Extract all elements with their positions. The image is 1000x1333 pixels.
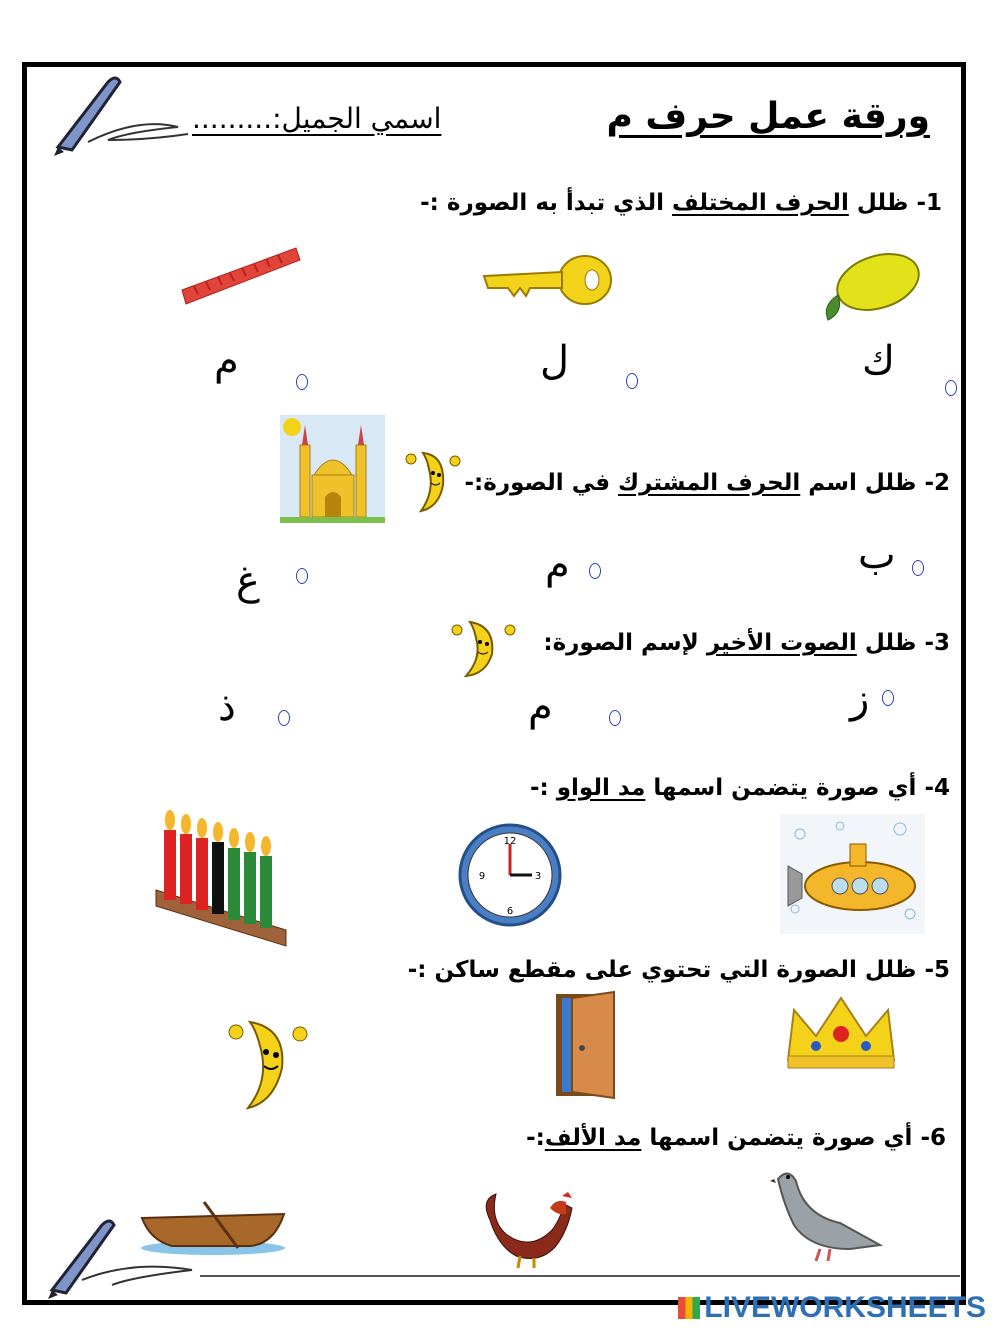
- submarine-image: [780, 814, 925, 934]
- pigeon-image: [770, 1165, 890, 1265]
- option-letter-2c: غ: [236, 558, 260, 604]
- question-1: 1- ظلل الحرف المختلف الذي تبدأ به الصورة :-: [420, 190, 942, 216]
- radio-option-1b[interactable]: [626, 373, 638, 389]
- radio-option-3a[interactable]: [882, 690, 894, 706]
- option-letter-2b: م: [545, 542, 570, 588]
- rooster-image: [480, 1190, 580, 1270]
- option-letter-3a: ز: [850, 676, 870, 722]
- banana-image: [405, 445, 463, 517]
- svg-text:3: 3: [534, 871, 542, 882]
- liveworksheets-watermark: LIVEWORKSHEETS: [678, 1291, 986, 1325]
- banana-image-3: [226, 1010, 310, 1116]
- radio-option-2b[interactable]: [589, 563, 601, 579]
- door-image: [552, 990, 622, 1100]
- option-letter-1b: ل: [540, 338, 570, 384]
- option-letter-1c: م: [214, 338, 239, 384]
- worksheet-frame: [22, 62, 966, 1305]
- svg-text:6: 6: [506, 906, 514, 917]
- banana-image-2: [450, 612, 520, 682]
- option-letter-3b: م: [528, 684, 553, 730]
- mosque-image: [280, 415, 385, 523]
- radio-option-3c[interactable]: [278, 710, 290, 726]
- svg-text:9: 9: [478, 871, 486, 882]
- radio-option-2c[interactable]: [296, 568, 308, 584]
- question-4: 4- أي صورة يتضمن اسمها مد الواو :-: [529, 775, 950, 801]
- question-6: 6- أي صورة يتضمن اسمها مد الألف:-: [526, 1125, 946, 1151]
- liveworksheets-logo-icon: [678, 1297, 700, 1319]
- option-letter-1a: ك: [862, 338, 895, 384]
- bottom-line: [200, 1275, 960, 1277]
- option-letter-3c: ذ: [218, 684, 236, 730]
- clock-image: [452, 822, 568, 928]
- svg-text:12: 12: [503, 836, 517, 847]
- radio-option-2a[interactable]: [912, 560, 924, 576]
- radio-option-1c[interactable]: [296, 374, 308, 390]
- pen-icon: [48, 72, 198, 157]
- lemon-image: [808, 250, 933, 330]
- crown-image: [782, 990, 900, 1072]
- key-image: [480, 250, 615, 310]
- question-3: 3- ظلل الصوت الأخير لإسم الصورة:: [543, 630, 950, 656]
- comb-image: [178, 242, 303, 312]
- name-field-label: اسمي الجميل:.........: [192, 102, 442, 135]
- radio-option-1a[interactable]: [945, 380, 957, 396]
- question-2: 2- ظلل اسم الحرف المشترك في الصورة:-: [464, 470, 950, 496]
- question-5: 5- ظلل الصورة التي تحتوي على مقطع ساكن :-: [407, 957, 950, 983]
- radio-option-3b[interactable]: [609, 710, 621, 726]
- option-letter-2a: ب: [858, 532, 896, 578]
- boat-image: [138, 1200, 288, 1258]
- worksheet-title: ورقة عمل حرف م: [606, 96, 930, 137]
- candles-image: [146, 800, 296, 948]
